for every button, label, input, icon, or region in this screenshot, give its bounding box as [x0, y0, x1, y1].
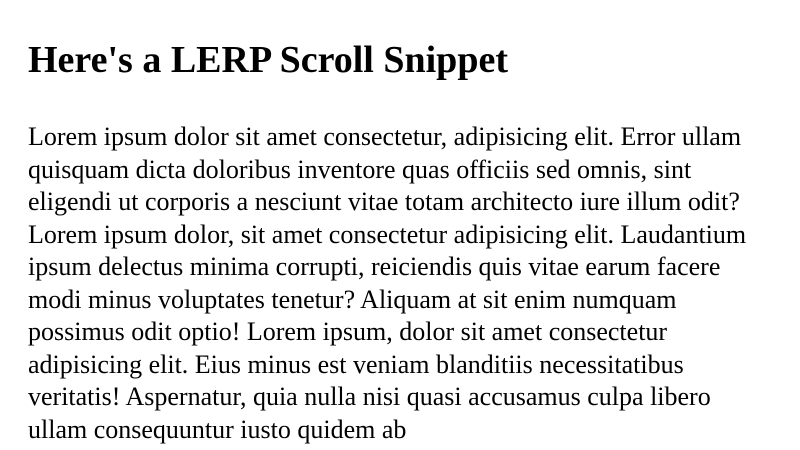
body-paragraph: Lorem ipsum dolor sit amet consectetur, adipisicing elit. Error ullam quisquam dicta doloribus inventore quas officiis sed omnis, sint eligendi ut corporis a nesciunt vitae totam architecto iure illum odit? Lorem ipsum dolor, sit amet consectetur adipisicing elit. Laudantium ipsum delectus minima corrupti, reiciendis quis vitae earum facere modi minus voluptates tenetur? Aliquam at sit enim numquam possimus odit optio! Lorem ipsum, dolor sit amet consectetur adipisicing elit. Eius minus est veniam blanditiis necessitatibus veritatis! Aspernatur, quia nulla nisi quasi accusamus culpa libero ullam consequuntur iusto quidem ab — [28, 122, 747, 444]
page-title: Here's a LERP Scroll Snippet — [28, 39, 508, 81]
